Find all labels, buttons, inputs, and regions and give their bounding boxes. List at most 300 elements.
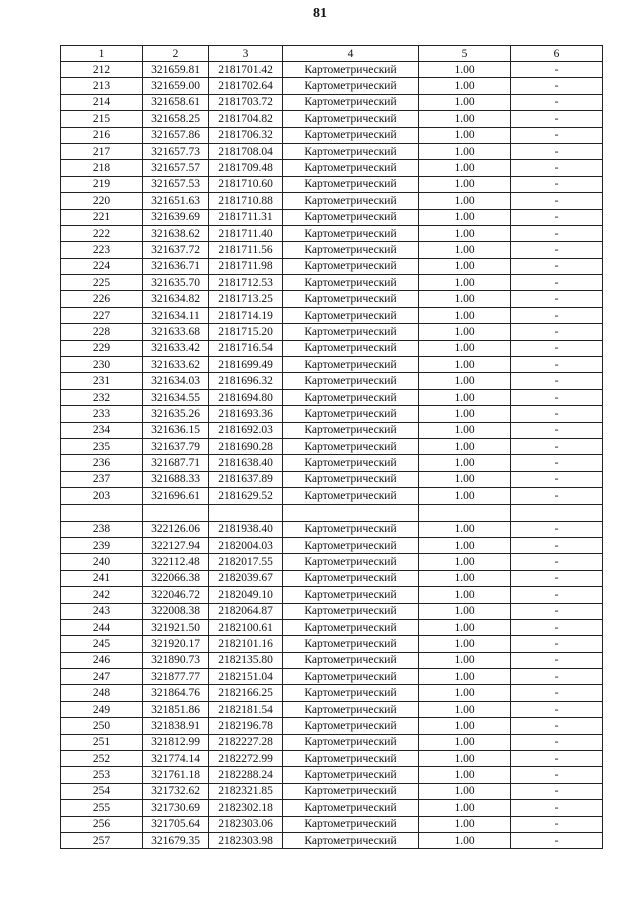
note-cell: - — [511, 751, 603, 767]
method-cell: Картометрический — [283, 832, 419, 848]
section-separator-row — [61, 504, 603, 521]
table-row — [61, 324, 603, 340]
y-coordinate-cell: 2181690.28 — [209, 438, 283, 454]
x-coordinate-cell: 321636.15 — [143, 422, 209, 438]
table-body — [61, 62, 603, 849]
method-cell: Картометрический — [283, 258, 419, 274]
x-coordinate-cell: 321877.77 — [143, 669, 209, 685]
x-coordinate-cell: 321633.42 — [143, 340, 209, 356]
method-cell: Картометрический — [283, 242, 419, 258]
method-cell: Картометрический — [283, 734, 419, 750]
empty-cell — [61, 504, 143, 521]
x-coordinate-cell: 321657.86 — [143, 127, 209, 143]
method-cell: Картометрический — [283, 537, 419, 553]
method-cell: Картометрический — [283, 143, 419, 159]
table-row — [61, 488, 603, 504]
coordinates-table — [60, 45, 603, 849]
method-cell: Картометрический — [283, 603, 419, 619]
table-row — [61, 373, 603, 389]
accuracy-cell: 1.00 — [419, 767, 511, 783]
point-number-cell: 215 — [61, 111, 143, 127]
accuracy-cell: 1.00 — [419, 258, 511, 274]
header-cell-col-5: 5 — [419, 46, 511, 62]
y-coordinate-cell: 2182166.25 — [209, 685, 283, 701]
empty-cell — [209, 504, 283, 521]
method-cell: Картометрический — [283, 209, 419, 225]
note-cell: - — [511, 554, 603, 570]
x-coordinate-cell: 321634.11 — [143, 307, 209, 323]
method-cell: Картометрический — [283, 275, 419, 291]
table-row — [61, 275, 603, 291]
y-coordinate-cell: 2182288.24 — [209, 767, 283, 783]
y-coordinate-cell: 2182135.80 — [209, 652, 283, 668]
note-cell: - — [511, 275, 603, 291]
x-coordinate-cell: 322046.72 — [143, 587, 209, 603]
accuracy-cell: 1.00 — [419, 422, 511, 438]
method-cell: Картометрический — [283, 389, 419, 405]
point-number-cell: 248 — [61, 685, 143, 701]
x-coordinate-cell: 321732.62 — [143, 783, 209, 799]
accuracy-cell: 1.00 — [419, 734, 511, 750]
accuracy-cell: 1.00 — [419, 603, 511, 619]
accuracy-cell: 1.00 — [419, 275, 511, 291]
point-number-cell: 247 — [61, 669, 143, 685]
point-number-cell: 251 — [61, 734, 143, 750]
method-cell: Картометрический — [283, 422, 419, 438]
note-cell: - — [511, 488, 603, 504]
y-coordinate-cell: 2182101.16 — [209, 636, 283, 652]
table-row — [61, 291, 603, 307]
point-number-cell: 218 — [61, 160, 143, 176]
x-coordinate-cell: 321658.61 — [143, 94, 209, 110]
accuracy-cell: 1.00 — [419, 127, 511, 143]
y-coordinate-cell: 2181706.32 — [209, 127, 283, 143]
y-coordinate-cell: 2181694.80 — [209, 389, 283, 405]
method-cell: Картометрический — [283, 373, 419, 389]
y-coordinate-cell: 2182272.99 — [209, 751, 283, 767]
method-cell: Картометрический — [283, 521, 419, 537]
x-coordinate-cell: 321634.55 — [143, 389, 209, 405]
x-coordinate-cell: 322127.94 — [143, 537, 209, 553]
y-coordinate-cell: 2181713.25 — [209, 291, 283, 307]
x-coordinate-cell: 321636.71 — [143, 258, 209, 274]
note-cell: - — [511, 832, 603, 848]
x-coordinate-cell: 321688.33 — [143, 471, 209, 487]
note-cell: - — [511, 438, 603, 454]
table-row — [61, 209, 603, 225]
point-number-cell: 256 — [61, 816, 143, 832]
method-cell: Картометрический — [283, 800, 419, 816]
table-row — [61, 62, 603, 78]
accuracy-cell: 1.00 — [419, 685, 511, 701]
accuracy-cell: 1.00 — [419, 389, 511, 405]
header-cell-col-3: 3 — [209, 46, 283, 62]
accuracy-cell: 1.00 — [419, 619, 511, 635]
point-number-cell: 240 — [61, 554, 143, 570]
point-number-cell: 241 — [61, 570, 143, 586]
point-number-cell: 231 — [61, 373, 143, 389]
point-number-cell: 239 — [61, 537, 143, 553]
note-cell: - — [511, 422, 603, 438]
y-coordinate-cell: 2181692.03 — [209, 422, 283, 438]
method-cell: Картометрический — [283, 488, 419, 504]
x-coordinate-cell: 321890.73 — [143, 652, 209, 668]
header-cell-col-1: 1 — [61, 46, 143, 62]
method-cell: Картометрический — [283, 94, 419, 110]
point-number-cell: 245 — [61, 636, 143, 652]
x-coordinate-cell: 321812.99 — [143, 734, 209, 750]
accuracy-cell: 1.00 — [419, 783, 511, 799]
y-coordinate-cell: 2181938.40 — [209, 521, 283, 537]
y-coordinate-cell: 2182321.85 — [209, 783, 283, 799]
table-row — [61, 636, 603, 652]
method-cell: Картометрический — [283, 62, 419, 78]
method-cell: Картометрический — [283, 587, 419, 603]
note-cell: - — [511, 258, 603, 274]
note-cell: - — [511, 307, 603, 323]
method-cell: Картометрический — [283, 455, 419, 471]
note-cell: - — [511, 652, 603, 668]
table-row — [61, 111, 603, 127]
header-cell-col-4: 4 — [283, 46, 419, 62]
note-cell: - — [511, 209, 603, 225]
accuracy-cell: 1.00 — [419, 291, 511, 307]
y-coordinate-cell: 2181711.31 — [209, 209, 283, 225]
note-cell: - — [511, 767, 603, 783]
empty-cell — [511, 504, 603, 521]
x-coordinate-cell: 322126.06 — [143, 521, 209, 537]
table-row — [61, 176, 603, 192]
y-coordinate-cell: 2181699.49 — [209, 357, 283, 373]
note-cell: - — [511, 521, 603, 537]
method-cell: Картометрический — [283, 78, 419, 94]
x-coordinate-cell: 321634.03 — [143, 373, 209, 389]
method-cell: Картометрический — [283, 406, 419, 422]
y-coordinate-cell: 2181710.88 — [209, 193, 283, 209]
note-cell: - — [511, 406, 603, 422]
point-number-cell: 227 — [61, 307, 143, 323]
table-row — [61, 800, 603, 816]
point-number-cell: 236 — [61, 455, 143, 471]
table-row — [61, 225, 603, 241]
y-coordinate-cell: 2182303.06 — [209, 816, 283, 832]
accuracy-cell: 1.00 — [419, 570, 511, 586]
note-cell: - — [511, 62, 603, 78]
x-coordinate-cell: 321633.62 — [143, 357, 209, 373]
x-coordinate-cell: 321851.86 — [143, 701, 209, 717]
y-coordinate-cell: 2181716.54 — [209, 340, 283, 356]
note-cell: - — [511, 324, 603, 340]
table-row — [61, 554, 603, 570]
point-number-cell: 237 — [61, 471, 143, 487]
y-coordinate-cell: 2182303.98 — [209, 832, 283, 848]
point-number-cell: 216 — [61, 127, 143, 143]
x-coordinate-cell: 321864.76 — [143, 685, 209, 701]
table-row — [61, 718, 603, 734]
table-row — [61, 537, 603, 553]
accuracy-cell: 1.00 — [419, 652, 511, 668]
point-number-cell: 244 — [61, 619, 143, 635]
method-cell: Картометрический — [283, 291, 419, 307]
accuracy-cell: 1.00 — [419, 340, 511, 356]
y-coordinate-cell: 2181708.04 — [209, 143, 283, 159]
point-number-cell: 213 — [61, 78, 143, 94]
x-coordinate-cell: 321921.50 — [143, 619, 209, 635]
x-coordinate-cell: 321634.82 — [143, 291, 209, 307]
accuracy-cell: 1.00 — [419, 751, 511, 767]
method-cell: Картометрический — [283, 554, 419, 570]
table-row — [61, 127, 603, 143]
method-cell: Картометрический — [283, 307, 419, 323]
x-coordinate-cell: 321657.73 — [143, 143, 209, 159]
table-header — [61, 46, 603, 62]
accuracy-cell: 1.00 — [419, 357, 511, 373]
point-number-cell: 252 — [61, 751, 143, 767]
point-number-cell: 203 — [61, 488, 143, 504]
table-row — [61, 455, 603, 471]
method-cell: Картометрический — [283, 438, 419, 454]
point-number-cell: 242 — [61, 587, 143, 603]
point-number-cell: 214 — [61, 94, 143, 110]
x-coordinate-cell: 321637.79 — [143, 438, 209, 454]
x-coordinate-cell: 321658.25 — [143, 111, 209, 127]
note-cell: - — [511, 636, 603, 652]
accuracy-cell: 1.00 — [419, 488, 511, 504]
method-cell: Картометрический — [283, 176, 419, 192]
method-cell: Картометрический — [283, 783, 419, 799]
method-cell: Картометрический — [283, 636, 419, 652]
page-number: 81 — [313, 6, 327, 21]
method-cell: Картометрический — [283, 669, 419, 685]
note-cell: - — [511, 669, 603, 685]
point-number-cell: 253 — [61, 767, 143, 783]
accuracy-cell: 1.00 — [419, 78, 511, 94]
accuracy-cell: 1.00 — [419, 537, 511, 553]
y-coordinate-cell: 2181696.32 — [209, 373, 283, 389]
x-coordinate-cell: 321657.53 — [143, 176, 209, 192]
note-cell: - — [511, 537, 603, 553]
table-row — [61, 438, 603, 454]
point-number-cell: 254 — [61, 783, 143, 799]
note-cell: - — [511, 373, 603, 389]
accuracy-cell: 1.00 — [419, 669, 511, 685]
table-row — [61, 832, 603, 848]
accuracy-cell: 1.00 — [419, 701, 511, 717]
accuracy-cell: 1.00 — [419, 438, 511, 454]
accuracy-cell: 1.00 — [419, 587, 511, 603]
accuracy-cell: 1.00 — [419, 62, 511, 78]
note-cell: - — [511, 718, 603, 734]
note-cell: - — [511, 176, 603, 192]
method-cell: Картометрический — [283, 193, 419, 209]
method-cell: Картометрический — [283, 225, 419, 241]
method-cell: Картометрический — [283, 570, 419, 586]
accuracy-cell: 1.00 — [419, 225, 511, 241]
x-coordinate-cell: 321920.17 — [143, 636, 209, 652]
accuracy-cell: 1.00 — [419, 242, 511, 258]
note-cell: - — [511, 471, 603, 487]
method-cell: Картометрический — [283, 127, 419, 143]
note-cell: - — [511, 816, 603, 832]
note-cell: - — [511, 291, 603, 307]
table-row — [61, 751, 603, 767]
method-cell: Картометрический — [283, 685, 419, 701]
table-row — [61, 603, 603, 619]
note-cell: - — [511, 701, 603, 717]
y-coordinate-cell: 2182227.28 — [209, 734, 283, 750]
x-coordinate-cell: 321635.70 — [143, 275, 209, 291]
accuracy-cell: 1.00 — [419, 160, 511, 176]
x-coordinate-cell: 321659.00 — [143, 78, 209, 94]
point-number-cell: 232 — [61, 389, 143, 405]
point-number-cell: 249 — [61, 701, 143, 717]
table-row — [61, 357, 603, 373]
point-number-cell: 221 — [61, 209, 143, 225]
method-cell: Картометрический — [283, 751, 419, 767]
point-number-cell: 246 — [61, 652, 143, 668]
x-coordinate-cell: 322112.48 — [143, 554, 209, 570]
x-coordinate-cell: 321730.69 — [143, 800, 209, 816]
empty-cell — [143, 504, 209, 521]
x-coordinate-cell: 321696.61 — [143, 488, 209, 504]
y-coordinate-cell: 2181693.36 — [209, 406, 283, 422]
point-number-cell: 228 — [61, 324, 143, 340]
note-cell: - — [511, 143, 603, 159]
note-cell: - — [511, 783, 603, 799]
note-cell: - — [511, 225, 603, 241]
table-row — [61, 160, 603, 176]
header-cell-col-2: 2 — [143, 46, 209, 62]
note-cell: - — [511, 193, 603, 209]
method-cell: Картометрический — [283, 357, 419, 373]
note-cell: - — [511, 685, 603, 701]
table-row — [61, 587, 603, 603]
method-cell: Картометрический — [283, 471, 419, 487]
note-cell: - — [511, 242, 603, 258]
y-coordinate-cell: 2181704.82 — [209, 111, 283, 127]
table-row — [61, 193, 603, 209]
point-number-cell: 255 — [61, 800, 143, 816]
table-row — [61, 767, 603, 783]
y-coordinate-cell: 2182196.78 — [209, 718, 283, 734]
x-coordinate-cell: 321761.18 — [143, 767, 209, 783]
table-row — [61, 94, 603, 110]
point-number-cell: 226 — [61, 291, 143, 307]
note-cell: - — [511, 619, 603, 635]
table-row — [61, 340, 603, 356]
note-cell: - — [511, 587, 603, 603]
point-number-cell: 217 — [61, 143, 143, 159]
x-coordinate-cell: 321657.57 — [143, 160, 209, 176]
y-coordinate-cell: 2181711.56 — [209, 242, 283, 258]
y-coordinate-cell: 2181629.52 — [209, 488, 283, 504]
note-cell: - — [511, 734, 603, 750]
accuracy-cell: 1.00 — [419, 324, 511, 340]
x-coordinate-cell: 321638.62 — [143, 225, 209, 241]
y-coordinate-cell: 2181637.89 — [209, 471, 283, 487]
note-cell: - — [511, 340, 603, 356]
method-cell: Картометрический — [283, 718, 419, 734]
method-cell: Картометрический — [283, 701, 419, 717]
point-number-cell: 233 — [61, 406, 143, 422]
accuracy-cell: 1.00 — [419, 636, 511, 652]
method-cell: Картометрический — [283, 816, 419, 832]
accuracy-cell: 1.00 — [419, 816, 511, 832]
accuracy-cell: 1.00 — [419, 143, 511, 159]
y-coordinate-cell: 2181702.64 — [209, 78, 283, 94]
y-coordinate-cell: 2182151.04 — [209, 669, 283, 685]
accuracy-cell: 1.00 — [419, 832, 511, 848]
point-number-cell: 224 — [61, 258, 143, 274]
method-cell: Картометрический — [283, 767, 419, 783]
table-row — [61, 307, 603, 323]
note-cell: - — [511, 603, 603, 619]
x-coordinate-cell: 321639.69 — [143, 209, 209, 225]
y-coordinate-cell: 2182181.54 — [209, 701, 283, 717]
x-coordinate-cell: 321774.14 — [143, 751, 209, 767]
method-cell: Картометрический — [283, 111, 419, 127]
x-coordinate-cell: 321637.72 — [143, 242, 209, 258]
note-cell: - — [511, 127, 603, 143]
accuracy-cell: 1.00 — [419, 111, 511, 127]
note-cell: - — [511, 389, 603, 405]
accuracy-cell: 1.00 — [419, 193, 511, 209]
accuracy-cell: 1.00 — [419, 455, 511, 471]
x-coordinate-cell: 321687.71 — [143, 455, 209, 471]
table-row — [61, 78, 603, 94]
y-coordinate-cell: 2181712.53 — [209, 275, 283, 291]
y-coordinate-cell: 2181701.42 — [209, 62, 283, 78]
method-cell: Картометрический — [283, 652, 419, 668]
table-row — [61, 734, 603, 750]
accuracy-cell: 1.00 — [419, 718, 511, 734]
x-coordinate-cell: 321635.26 — [143, 406, 209, 422]
empty-cell — [419, 504, 511, 521]
note-cell: - — [511, 94, 603, 110]
y-coordinate-cell: 2181715.20 — [209, 324, 283, 340]
x-coordinate-cell: 321633.68 — [143, 324, 209, 340]
table-row — [61, 422, 603, 438]
y-coordinate-cell: 2182064.87 — [209, 603, 283, 619]
table-row — [61, 389, 603, 405]
empty-cell — [283, 504, 419, 521]
table-row — [61, 669, 603, 685]
header-row — [61, 46, 603, 62]
table-row — [61, 258, 603, 274]
note-cell: - — [511, 800, 603, 816]
y-coordinate-cell: 2181711.40 — [209, 225, 283, 241]
table-row — [61, 619, 603, 635]
note-cell: - — [511, 111, 603, 127]
accuracy-cell: 1.00 — [419, 406, 511, 422]
x-coordinate-cell: 321651.63 — [143, 193, 209, 209]
x-coordinate-cell: 322066.38 — [143, 570, 209, 586]
point-number-cell: 243 — [61, 603, 143, 619]
table-row — [61, 143, 603, 159]
y-coordinate-cell: 2181711.98 — [209, 258, 283, 274]
point-number-cell: 238 — [61, 521, 143, 537]
y-coordinate-cell: 2181709.48 — [209, 160, 283, 176]
note-cell: - — [511, 78, 603, 94]
accuracy-cell: 1.00 — [419, 307, 511, 323]
note-cell: - — [511, 160, 603, 176]
point-number-cell: 223 — [61, 242, 143, 258]
y-coordinate-cell: 2182017.55 — [209, 554, 283, 570]
table-row — [61, 521, 603, 537]
table-row — [61, 471, 603, 487]
y-coordinate-cell: 2182039.67 — [209, 570, 283, 586]
point-number-cell: 257 — [61, 832, 143, 848]
